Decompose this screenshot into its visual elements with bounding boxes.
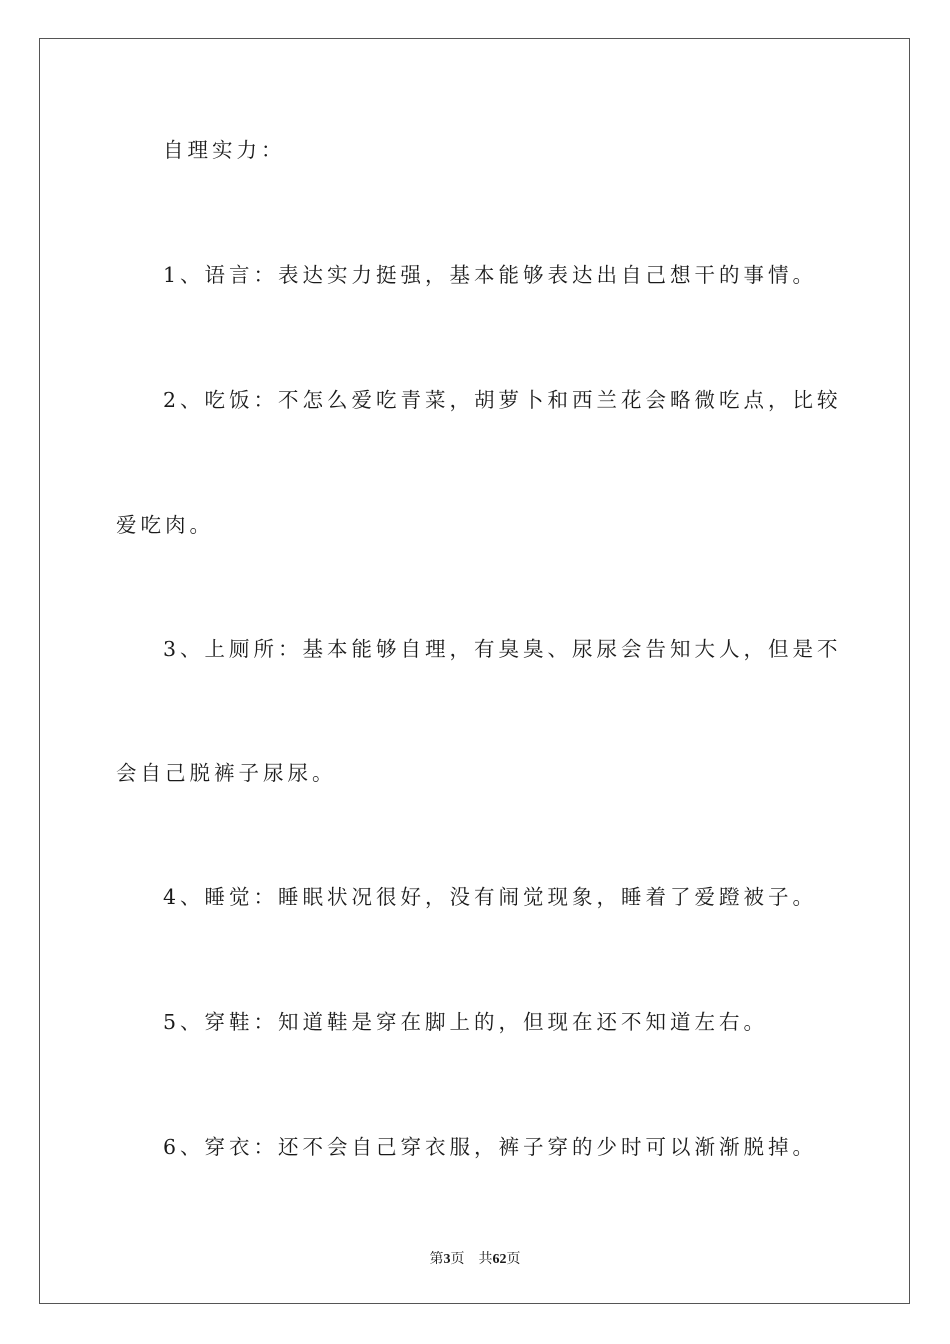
item-3-line-2: 会自己脱裤子尿尿。 — [116, 761, 337, 785]
footer-page-prefix: 第 — [429, 1252, 444, 1267]
page-footer — [0, 1248, 950, 1268]
footer-page-suffix: 页 — [450, 1252, 465, 1267]
item-3-line-1: 3、上厕所：基本能够自理，有臭臭、尿尿会告知大人，但是不 — [163, 637, 842, 661]
page-border — [39, 38, 910, 1304]
footer-total-pages: 62 — [492, 1252, 507, 1267]
footer-page-number: 3 — [443, 1252, 451, 1267]
item-6-line-1: 6、穿衣：还不会自己穿衣服，裤子穿的少时可以渐渐脱掉。 — [163, 1135, 818, 1159]
item-5-line-1: 5、穿鞋：知道鞋是穿在脚上的，但现在还不知道左右。 — [163, 1010, 769, 1034]
footer-total-prefix: 共 — [478, 1252, 493, 1267]
section-heading: 自理实力： — [163, 138, 286, 162]
item-4-line-1: 4、睡觉：睡眠状况很好，没有闹觉现象，睡着了爱蹬被子。 — [163, 885, 818, 909]
item-2-line-2: 爱吃肉。 — [116, 513, 214, 537]
item-2-line-1: 2、吃饭：不怎么爱吃青菜，胡萝卜和西兰花会略微吃点，比较 — [163, 388, 842, 412]
footer-total-suffix: 页 — [506, 1252, 521, 1267]
item-1-line-1: 1、语言：表达实力挺强，基本能够表达出自己想干的事情。 — [163, 263, 818, 287]
